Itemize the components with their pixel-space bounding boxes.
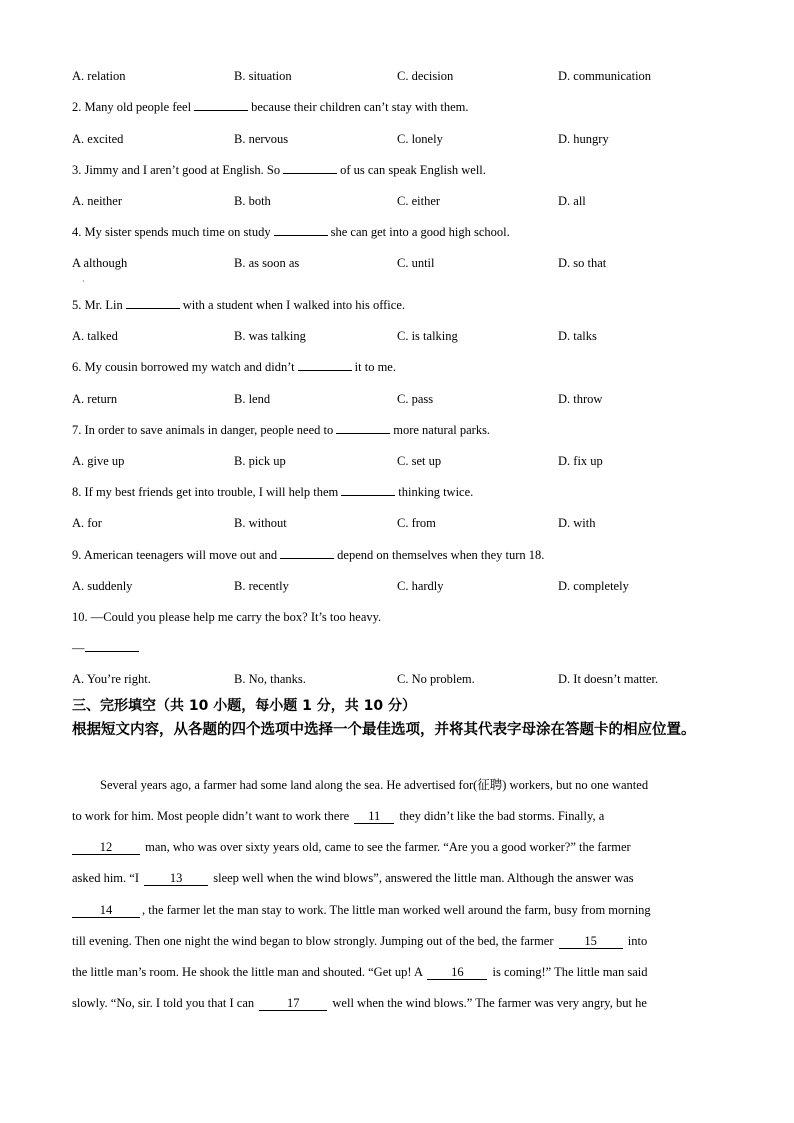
q5-option-a: A. talked <box>72 329 118 343</box>
question-10-stem: 10. —Could you please help me carry the box? It’s too heavy. <box>72 610 382 624</box>
q2-option-c: C. lonely <box>397 132 443 146</box>
passage-text: to work for him. Most people didn’t want to work there <box>72 809 350 823</box>
passage-line-8 <box>72 994 732 1012</box>
q7-option-c: C. set up <box>397 454 442 468</box>
section-title: 三、完形填空（共 10 小题，每小题 1 分，共 10 分） <box>72 698 416 714</box>
answer-blank <box>283 161 337 174</box>
question-4-stem-end: she can get into a good high school. <box>330 225 510 239</box>
question-2-stem: 2. Many old people feel <box>72 100 192 114</box>
question-3-stem-end: of us can speak English well. <box>340 163 486 177</box>
passage-text: slowly. “No, sir. I told you that I can <box>72 996 255 1010</box>
question-3 <box>72 161 486 179</box>
q6-option-d: D. throw <box>558 392 603 406</box>
answer-blank <box>126 296 180 309</box>
q4-options <box>72 254 732 272</box>
passage-text: man, who was over sixty years old, came to see the farmer. “Are you a good worker?” the farmer <box>145 840 631 854</box>
question-5-stem-end: with a student when I walked into his office. <box>182 298 405 312</box>
q10-option-d: D. It doesn’t matter. <box>558 672 659 686</box>
q5-option-b: B. was talking <box>234 329 306 343</box>
q8-option-a: A. for <box>72 516 102 530</box>
passage-text: Several years ago, a farmer had some land along the sea. He advertised for(征聘) workers, but no one wanted <box>100 778 649 792</box>
q8-option-c: C. from <box>397 516 436 530</box>
q3-options <box>72 192 732 210</box>
cloze-blank-13: 13 <box>144 871 208 886</box>
question-5 <box>72 296 405 314</box>
answer-blank <box>336 421 390 434</box>
q8-option-d: D. with <box>558 516 596 530</box>
q9-options <box>72 577 732 595</box>
question-4 <box>72 223 510 241</box>
q9-option-b: B. recently <box>234 579 289 593</box>
q2-options <box>72 130 732 148</box>
answer-blank <box>274 223 328 236</box>
q4-option-a: A although <box>72 256 128 270</box>
q2-option-d: D. hungry <box>558 132 609 146</box>
q8-option-b: B. without <box>234 516 287 530</box>
q1-option-d: D. communication <box>558 69 652 83</box>
passage-text: well when the wind blows.” The farmer was very angry, but he <box>332 996 647 1010</box>
question-6-stem: 6. My cousin borrowed my watch and didn’t <box>72 360 295 374</box>
q4-option-c: C. until <box>397 256 435 270</box>
question-7-stem-end: more natural parks. <box>393 423 491 437</box>
question-3-stem: 3. Jimmy and I aren’t good at English. So <box>72 163 281 177</box>
passage-text: they didn’t like the bad storms. Finally, a <box>399 809 605 823</box>
cloze-blank-16: 16 <box>427 965 487 980</box>
q2-option-a: A. excited <box>72 132 124 146</box>
q1-option-a: A. relation <box>72 69 126 83</box>
passage-text: till evening. Then one night the wind began to blow strongly. Jumping out of the bed, the farmer <box>72 934 554 948</box>
answer-blank <box>85 639 139 652</box>
section-instruction: 根据短文内容，从各题的四个选项中选择一个最佳选项，并将其代表字母涂在答题卡的相应位置。 <box>72 722 696 738</box>
question-10-reply <box>72 639 142 657</box>
question-4-stem: 4. My sister spends much time on study <box>72 225 271 239</box>
question-6 <box>72 358 396 376</box>
q3-option-a: A. neither <box>72 194 122 208</box>
question-8-stem: 8. If my best friends get into trouble, I will help them <box>72 485 339 499</box>
q1-option-b: B. situation <box>234 69 292 83</box>
q7-option-d: D. fix up <box>558 454 603 468</box>
cloze-blank-14: 14 <box>72 903 140 918</box>
q10-option-b: B. No, thanks. <box>234 672 306 686</box>
q6-options <box>72 390 732 408</box>
cloze-blank-17: 17 <box>259 996 327 1011</box>
question-7 <box>72 421 490 439</box>
q2-option-b: B. nervous <box>234 132 289 146</box>
q5-option-c: C. is talking <box>397 329 458 343</box>
stray-dot: · <box>82 277 85 286</box>
passage-line-3 <box>72 838 732 856</box>
passage-text: the little man’s room. He shook the little man and shouted. “Get up! A <box>72 965 423 979</box>
cloze-blank-15: 15 <box>559 934 623 949</box>
q1-options <box>72 67 732 85</box>
q7-option-b: B. pick up <box>234 454 286 468</box>
q8-options <box>72 514 732 532</box>
passage-line-5 <box>72 901 732 919</box>
question-9-stem-end: depend on themselves when they turn 18. <box>337 548 545 562</box>
cloze-blank-11: 11 <box>354 809 394 824</box>
q1-option-c: C. decision <box>397 69 454 83</box>
question-10 <box>72 608 381 626</box>
passage-line-7 <box>72 963 732 981</box>
passage-line-6 <box>72 932 732 950</box>
question-5-stem: 5. Mr. Lin <box>72 298 123 312</box>
q7-option-a: A. give up <box>72 454 125 468</box>
q3-option-c: C. either <box>397 194 441 208</box>
question-9-stem: 9. American teenagers will move out and <box>72 548 278 562</box>
q7-options <box>72 452 732 470</box>
q4-option-d: D. so that <box>558 256 607 270</box>
q3-option-b: B. both <box>234 194 271 208</box>
passage-text: sleep well when the wind blows”, answered the little man. Although the answer was <box>213 871 634 885</box>
q5-option-d: D. talks <box>558 329 597 343</box>
q6-option-b: B. lend <box>234 392 271 406</box>
question-7-stem: 7. In order to save animals in danger, people need to <box>72 423 334 437</box>
answer-blank <box>341 483 395 496</box>
answer-blank <box>298 358 352 371</box>
passage-text: into <box>627 934 648 948</box>
q6-option-a: A. return <box>72 392 118 406</box>
q9-option-c: C. hardly <box>397 579 444 593</box>
question-8-stem-end: thinking twice. <box>398 485 474 499</box>
passage-text: is coming!” The little man said <box>492 965 648 979</box>
reply-dash: — <box>72 641 85 655</box>
passage-line-2 <box>72 807 732 825</box>
q9-option-a: A. suddenly <box>72 579 133 593</box>
q10-options <box>72 670 732 688</box>
q3-option-d: D. all <box>558 194 586 208</box>
passage-line-1 <box>72 776 760 794</box>
q4-option-b: B. as soon as <box>234 256 300 270</box>
question-2-stem-end: because their children can’t stay with them. <box>251 100 469 114</box>
passage-text: , the farmer let the man stay to work. The little man worked well around the farm, busy from morning <box>142 903 651 917</box>
passage-line-4 <box>72 869 732 887</box>
passage-text: asked him. “I <box>72 871 139 885</box>
answer-blank <box>280 546 334 559</box>
q10-option-a: A. You’re right. <box>72 672 151 686</box>
question-9 <box>72 546 544 564</box>
question-6-stem-end: it to me. <box>354 360 396 374</box>
answer-blank <box>194 98 248 111</box>
q10-option-c: C. No problem. <box>397 672 475 686</box>
cloze-blank-12: 12 <box>72 840 140 855</box>
q6-option-c: C. pass <box>397 392 434 406</box>
q5-options <box>72 327 732 345</box>
q9-option-d: D. completely <box>558 579 629 593</box>
question-2 <box>72 98 468 116</box>
question-8 <box>72 483 473 501</box>
